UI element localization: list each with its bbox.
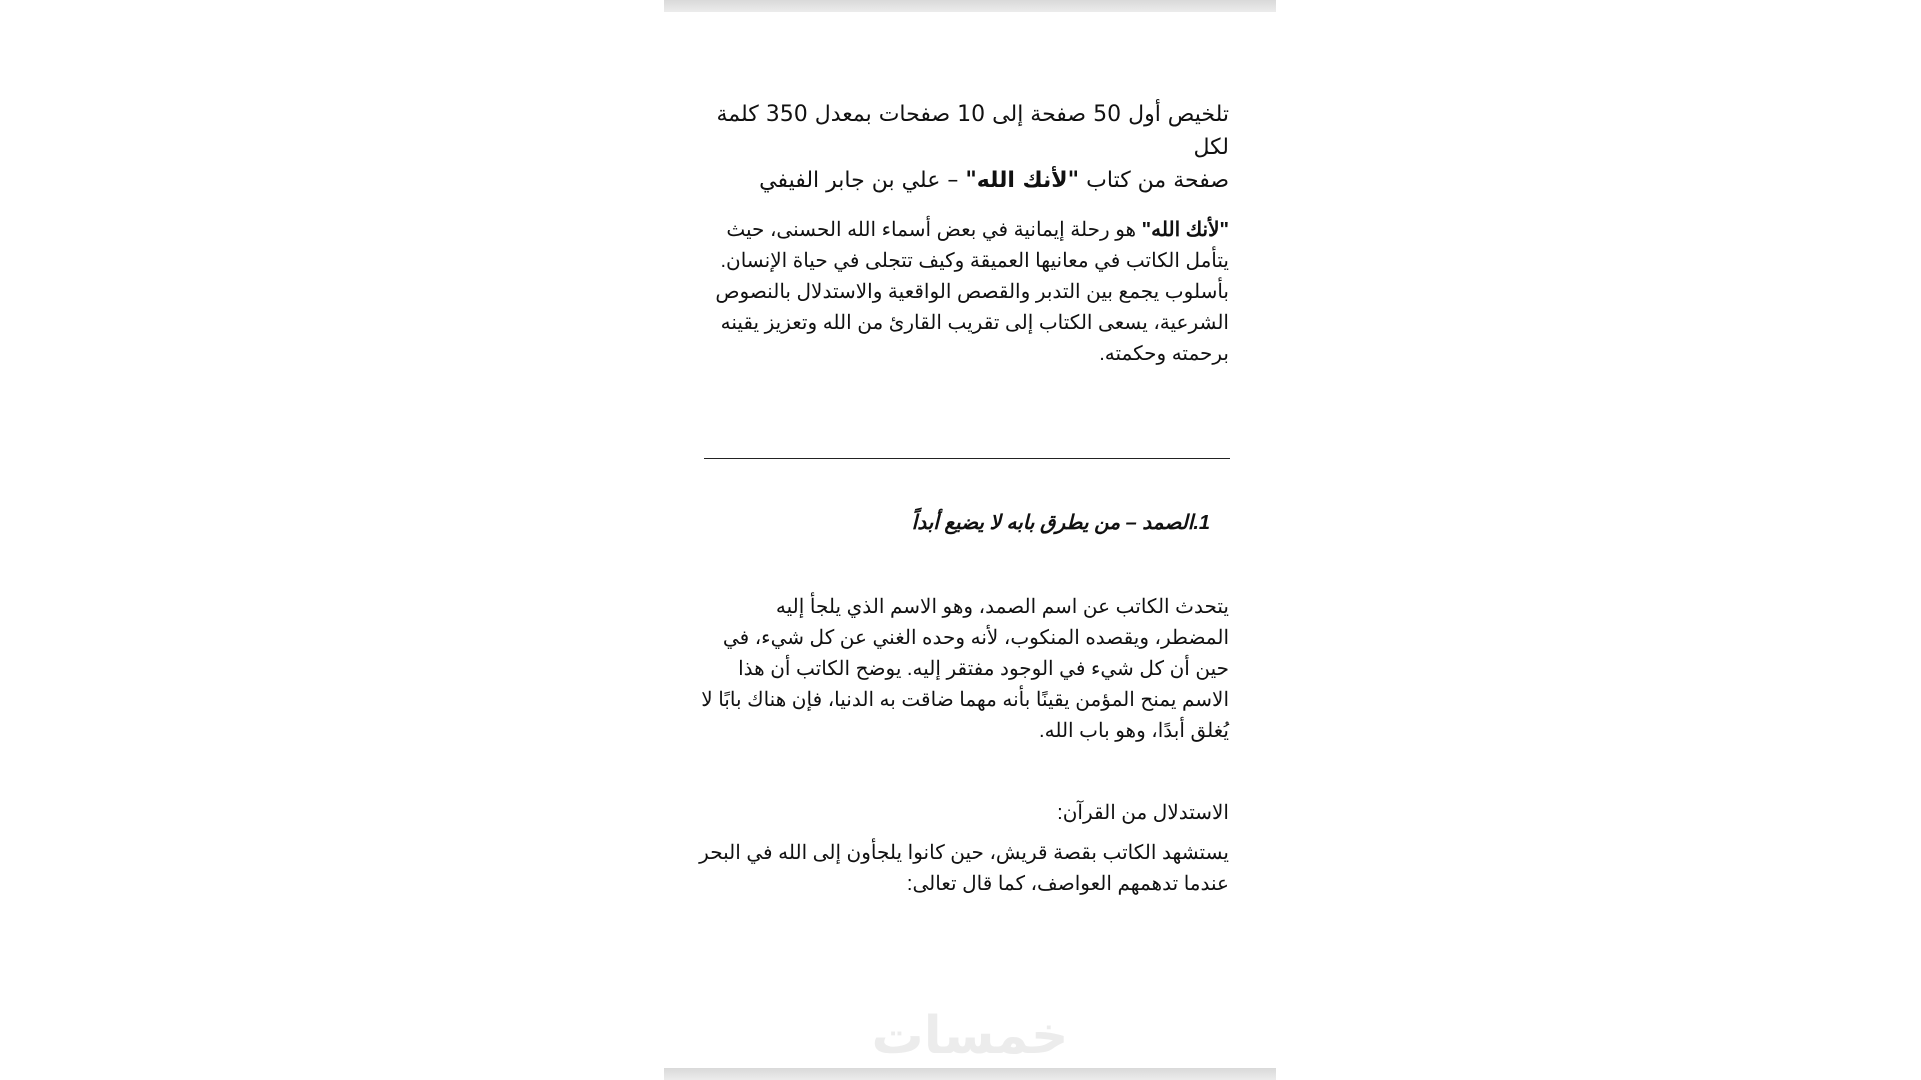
section-paragraph: يتحدث الكاتب عن اسم الصمد، وهو الاسم الذي يلجأ إليه المضطر، ويقصده المنكوب، لأنه وحده الغني عن كل شيء، في حين أن كل شيء في الوجود مفتقر إليه. يوضح الكاتب أن هذا الاسم يمنح المؤمن يقينًا بأنه مهما ضاقت به الدنيا، فإن هناك بابًا لا يُغلق أبدًا، وهو باب الله. [701, 596, 1229, 742]
section-heading: 1.الصمد – من يطرق بابه لا يضيع أبداً [911, 512, 1210, 534]
quran-intro-paragraph: يستشهد الكاتب بقصة قريش، حين كانوا يلجأون إلى الله في البحر عندما تدهمهم العواصف، كما قال تعالى: [699, 842, 1229, 895]
intro-book-title: "لأنك الله" [1141, 219, 1229, 241]
document-title [709, 98, 1229, 197]
intro-text: هو رحلة إيمانية في بعض أسماء الله الحسنى، حيث يتأمل الكاتب في معانيها العميقة وكيف تتجلى في حياة الإنسان. بأسلوب يجمع بين التدبر والقصص الواقعية والاستدلال بالنصوص الشرعية، يسعى الكتاب إلى تقريب القارئ من الله وتعزيز يقينه برحمته وحكمته. [715, 219, 1229, 365]
khamsat-watermark-logo: خمسات [871, 1006, 1069, 1066]
quran-label: الاستدلال من القرآن: [1057, 802, 1229, 824]
page-top-edge [664, 0, 1276, 12]
document-page [664, 0, 1276, 1080]
intro-paragraph [697, 215, 1229, 370]
page-bottom-edge [664, 1068, 1276, 1080]
title-line-2-prefix: صفحة من كتاب [1079, 168, 1229, 193]
title-line-2-suffix: – علي بن جابر الفيفي [759, 168, 966, 193]
horizontal-divider [704, 458, 1230, 459]
book-title: "لأنك الله" [965, 168, 1080, 193]
title-line-1: تلخيص أول 50 صفحة إلى 10 صفحات بمعدل 350 كلمة لكل [716, 102, 1229, 160]
